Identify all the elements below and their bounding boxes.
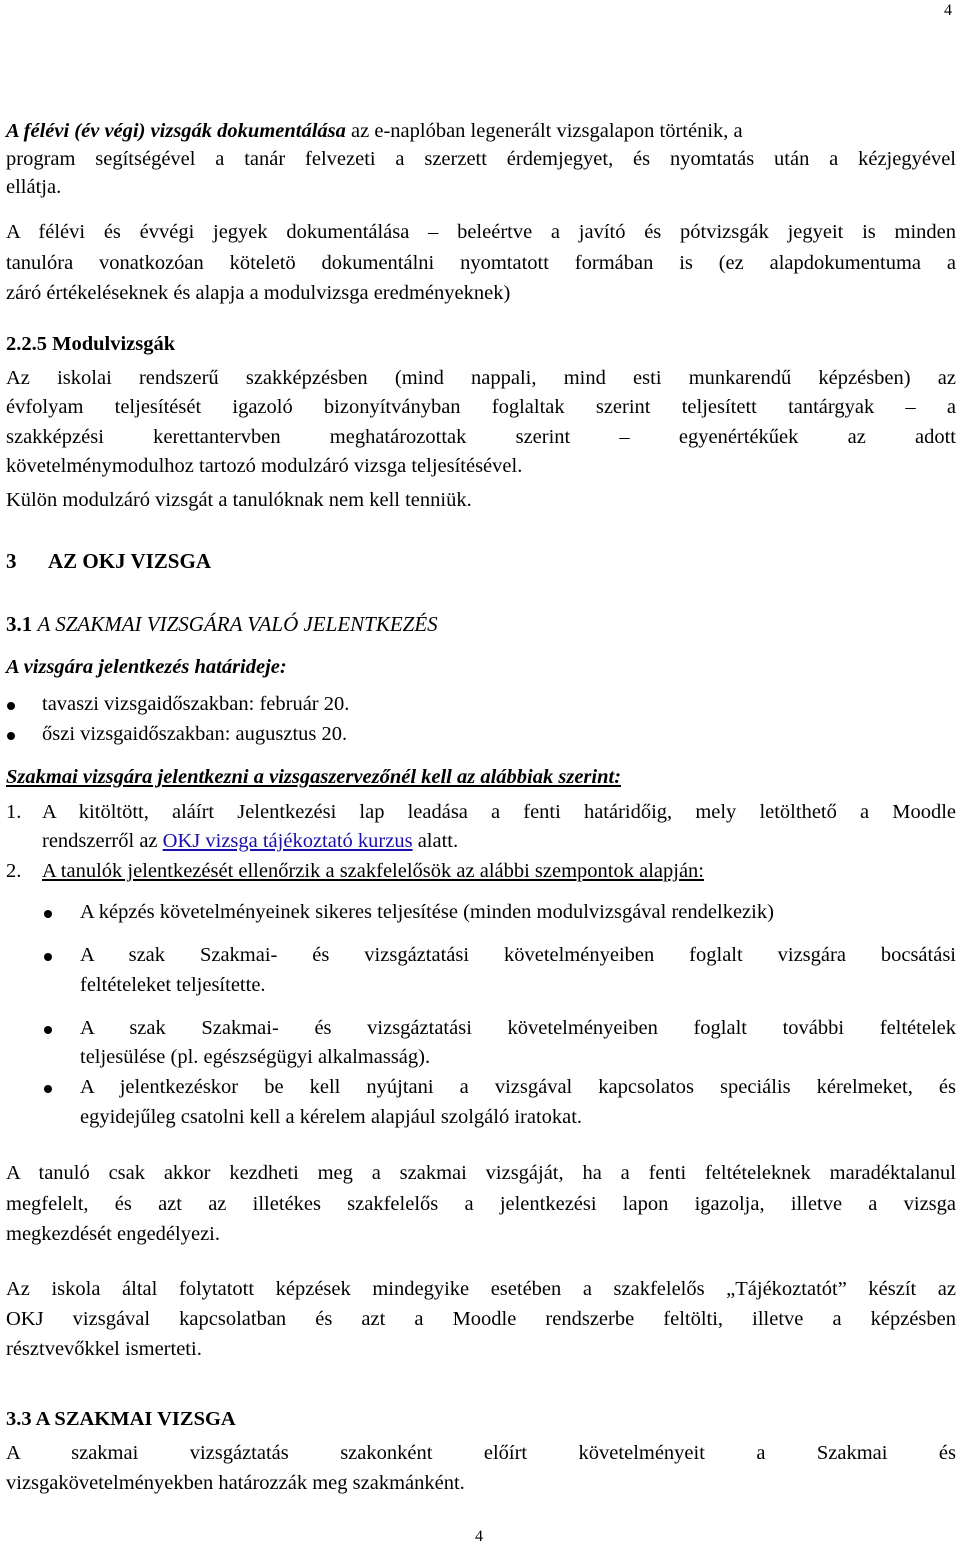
bullet-icon — [44, 1085, 52, 1093]
criterion-2-line-1: A szak Szakmai- és vizsgáztatási követelményeiben foglalt vizsgára bocsátási — [80, 944, 956, 966]
criterion-2-line-2: feltételeket teljesítette. — [80, 974, 266, 996]
item-1-number: 1. — [6, 801, 22, 823]
paragraph-1-line-3: ellátja. — [6, 176, 62, 198]
section-33-line-2: vizsgakövetelményekben határozzák meg szakmánként. — [6, 1472, 465, 1494]
paragraph-3-line-2: megfelelt, és azt az illetékes szakfelelős a jelentkezési lapon igazolja, illetve a vizsga — [6, 1193, 956, 1215]
item-1-line-2-post: alatt. — [412, 830, 459, 852]
page-number-bottom: 4 — [475, 1528, 483, 1545]
item-1-line-1: A kitöltött, aláírt Jelentkezési lap leadása a fenti határidőig, mely letölthető a Moodle — [42, 801, 956, 823]
section-33-heading: 3.3 A SZAKMAI VIZSGA — [6, 1408, 236, 1430]
section-31-number: 3.1 — [6, 612, 33, 636]
criterion-4-line-1: A jelentkezéskor be kell nyújtani a vizsgával kapcsolatos speciális kérelmeket, és — [80, 1076, 956, 1098]
bullet-icon — [7, 732, 15, 740]
section-31-heading — [6, 614, 438, 635]
apply-heading: Szakmai vizsgára jelentkezni a vizsgaszervezőnél kell az alábbiak szerint: — [6, 766, 622, 788]
page-number-top: 4 — [944, 2, 952, 19]
paragraph-2-line-2: tanulóra vonatkozóan köteletö dokumentálni nyomtatott formában is (ez alapdokumentuma a — [6, 252, 956, 274]
section-3-number: 3 — [6, 549, 17, 573]
bullet-icon — [7, 702, 15, 710]
paragraph-1-line-2: program segítségével a tanár felvezeti a szerzett érdemjegyet, és nyomtatás után a kézjegyével — [6, 148, 956, 170]
item-2-number: 2. — [6, 860, 22, 882]
bullet-icon — [44, 910, 52, 918]
paragraph-3-line-3: megkezdését engedélyezi. — [6, 1223, 220, 1245]
section-225-line-4: követelménymodulhoz tartozó modulzáró vizsga teljesítésével. — [6, 455, 523, 477]
item-1-line-2 — [42, 831, 458, 852]
item-2-text: A tanulók jelentkezését ellenőrzik a szakfelelősök az alábbi szempontok alapján: — [42, 860, 705, 882]
paragraph-2-line-1: A félévi és évvégi jegyek dokumentálása – beleértve a javító és pótvizsgák jegyeit is minden — [6, 221, 956, 243]
section-225-heading: 2.2.5 Modulvizsgák — [6, 333, 176, 355]
deadline-spring: tavaszi vizsgaidőszakban: február 20. — [42, 693, 350, 715]
paragraph-4-line-2: OKJ vizsgával kapcsolatban és azt a Moodle rendszerbe feltölti, illetve a képzésben — [6, 1308, 956, 1330]
section-3-title: AZ OKJ VIZSGA — [48, 549, 211, 573]
criterion-3-line-1: A szak Szakmai- és vizsgáztatási követelményeiben foglalt további feltételek — [80, 1017, 956, 1039]
okj-course-link[interactable]: OKJ vizsga tájékoztató kurzus — [162, 830, 413, 852]
criterion-4-line-2: egyidejűleg csatolni kell a kérelem alapjául szolgáló iratokat. — [80, 1106, 583, 1128]
section-225-line-3: szakképzési kerettantervben meghatározottak szerint – egyenértékűek az adott — [6, 426, 956, 448]
item-1-line-2-pre: rendszerről az — [42, 830, 163, 852]
section-225-line-5: Külön modulzáró vizsgát a tanulóknak nem kell tenniük. — [6, 489, 472, 511]
criterion-1-line-1: A képzés követelményeinek sikeres teljesítése (minden modulvizsgával rendelkezik) — [80, 901, 774, 923]
paragraph-1-emphasis: A félévi (év végi) vizsgák dokumentálása — [6, 120, 346, 142]
paragraph-2-line-3: záró értékeléseknek és alapja a modulvizsga eredményeknek) — [6, 282, 511, 304]
paragraph-3-line-1: A tanuló csak akkor kezdheti meg a szakmai vizsgáját, ha a fenti feltételeknek maradéktalanul — [6, 1162, 956, 1184]
bullet-icon — [44, 1026, 52, 1034]
deadline-heading: A vizsgára jelentkezés határideje: — [6, 656, 287, 678]
paragraph-4-line-1: Az iskola által folytatott képzések mindegyike esetében a szakfelelős „Tájékoztatót” készít az — [6, 1278, 956, 1300]
paragraph-4-line-3: résztvevőkkel ismerteti. — [6, 1338, 202, 1360]
section-225-line-1: Az iskolai rendszerű szakképzésben (mind nappali, mind esti munkarendű képzésben) az — [6, 367, 956, 389]
paragraph-1-line-1-rest: az e-naplóban legenerált vizsgalapon történik, a — [345, 120, 743, 142]
bullet-icon — [44, 953, 52, 961]
deadline-autumn: őszi vizsgaidőszakban: augusztus 20. — [42, 723, 348, 745]
criterion-3-line-2: teljesülése (pl. egészségügyi alkalmasság). — [80, 1046, 431, 1068]
section-225-line-2: évfolyam teljesítését igazoló bizonyítványban foglaltak szerint teljesített tantárgyak – a — [6, 396, 956, 418]
paragraph-1-line-1 — [6, 121, 743, 142]
section-31-title: A SZAKMAI VIZSGÁRA VALÓ JELENTKEZÉS — [37, 612, 438, 636]
section-33-line-1: A szakmai vizsgáztatás szakonként előírt követelményeit a Szakmai és — [6, 1442, 956, 1464]
